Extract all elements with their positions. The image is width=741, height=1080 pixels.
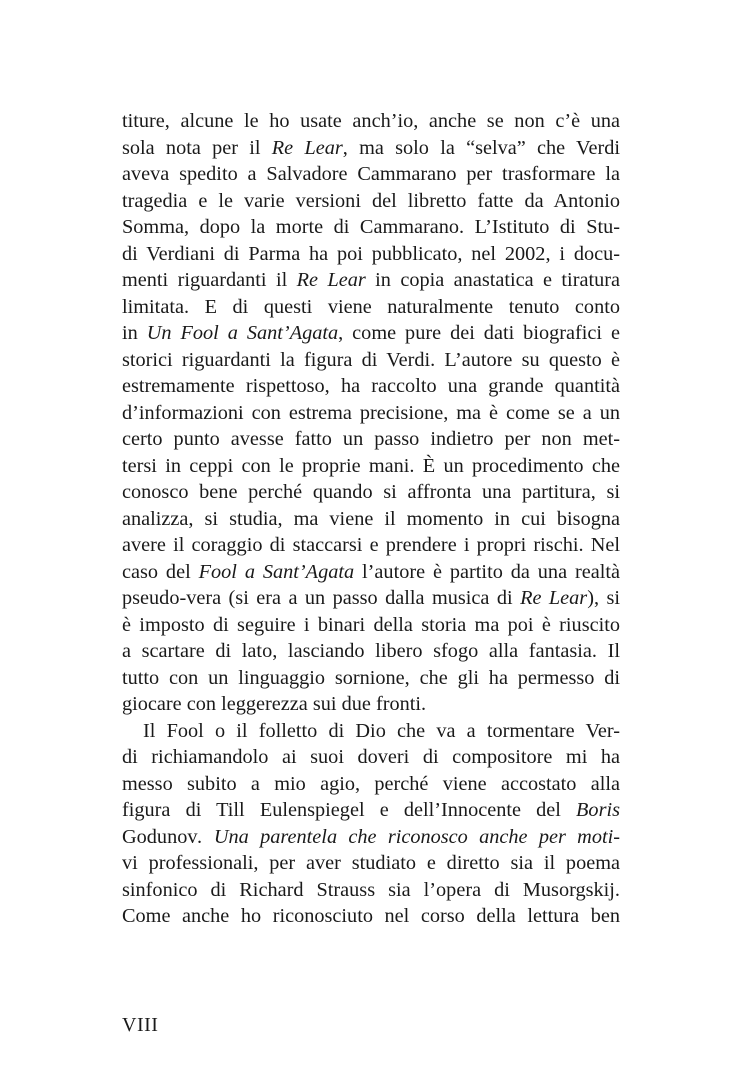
text-line: caso del Fool a Sant’Agata l’autore è partito da una realtà [122, 560, 620, 583]
text-line: figura di Till Eulenspiegel e dell’Innocente del Boris [122, 799, 620, 821]
text-line: estremamente rispettoso, ha raccolto una grande quantità [122, 375, 620, 397]
text-line: Somma, dopo la morte di Cammarano. L’Istituto di Stu- [122, 216, 620, 238]
text-line: d’informazioni con estrema precisione, ma è come se a un [122, 401, 620, 424]
text-line: Godunov. Una parentela che riconosco anche per moti- [122, 825, 620, 848]
text-line: avere il coraggio di staccarsi e prendere i propri rischi. Nel [122, 534, 620, 556]
paragraph [122, 108, 620, 718]
text-line: è imposto di seguire i binari della storia ma poi è riuscito [122, 613, 620, 636]
italic-title: Re Lear [520, 587, 588, 609]
text-line: a scartare di lato, lasciando libero sfogo alla fantasia. Il [122, 640, 620, 662]
paragraph [122, 718, 620, 930]
italic-title: . Una parentela che riconosco anche per moti- [197, 825, 620, 848]
page-number: VIII [122, 1014, 159, 1036]
text-line: di Verdiani di Parma ha poi pubblicato, nel 2002, i docu- [122, 242, 620, 265]
text-line: Come anche ho riconosciuto nel corso della lettura ben [122, 905, 620, 927]
italic-title: Boris [576, 799, 620, 821]
page-body-text [122, 108, 620, 930]
text-line: messo subito a mio agio, perché viene accostato alla [122, 772, 620, 795]
text-line: tragedia e le varie versioni del libretto fatte da Antonio [122, 189, 620, 212]
italic-title: Re Lear [296, 269, 366, 291]
text-line: di richiamandolo ai suoi doveri di compositore mi ha [122, 746, 620, 768]
text-line: conosco bene perché quando si affronta una partitura, si [122, 481, 620, 503]
text-line: analizza, si studia, ma viene il momento in cui bisogna [122, 507, 620, 530]
text-line: sola nota per il Re Lear, ma solo la “selva” che Verdi [122, 136, 620, 159]
text-line: Il Fool o il folletto di Dio che va a tormentare Ver- [143, 719, 620, 742]
text-line: tersi in ceppi con le proprie mani. È un procedimento che [122, 454, 620, 477]
text-line: titure, alcune le ho usate anch’io, anche se non c’è una [122, 110, 620, 132]
text-line: giocare con leggerezza sui due fronti. [122, 693, 427, 715]
text-line: in Un Fool a Sant’Agata, come pure dei dati biografici e [122, 322, 620, 344]
text-line: aveva spedito a Salvadore Cammarano per trasformare la [122, 163, 620, 185]
text-line: menti riguardanti il Re Lear in copia anastatica e tiratura [122, 269, 620, 291]
italic-title: Re Lear [271, 136, 343, 159]
text-line: pseudo-vera (si era a un passo dalla musica di Re Lear), si [122, 587, 620, 609]
text-line: sinfonico di Richard Strauss sia l’opera di Musorgskij. [122, 878, 620, 901]
text-line: storici riguardanti la figura di Verdi. L’autore su questo è [122, 348, 620, 371]
italic-title: Un Fool a Sant’Agata [146, 322, 339, 344]
text-line: tutto con un linguaggio sornione, che gli ha permesso di [122, 666, 620, 689]
italic-title: Fool a Sant’Agata [198, 560, 355, 583]
text-line: certo punto avesse fatto un passo indietro per non met- [122, 428, 620, 450]
text-line: limitata. E di questi viene naturalmente tenuto conto [122, 295, 620, 318]
text-line: vi professionali, per aver studiato e diretto sia il poema [122, 852, 620, 874]
